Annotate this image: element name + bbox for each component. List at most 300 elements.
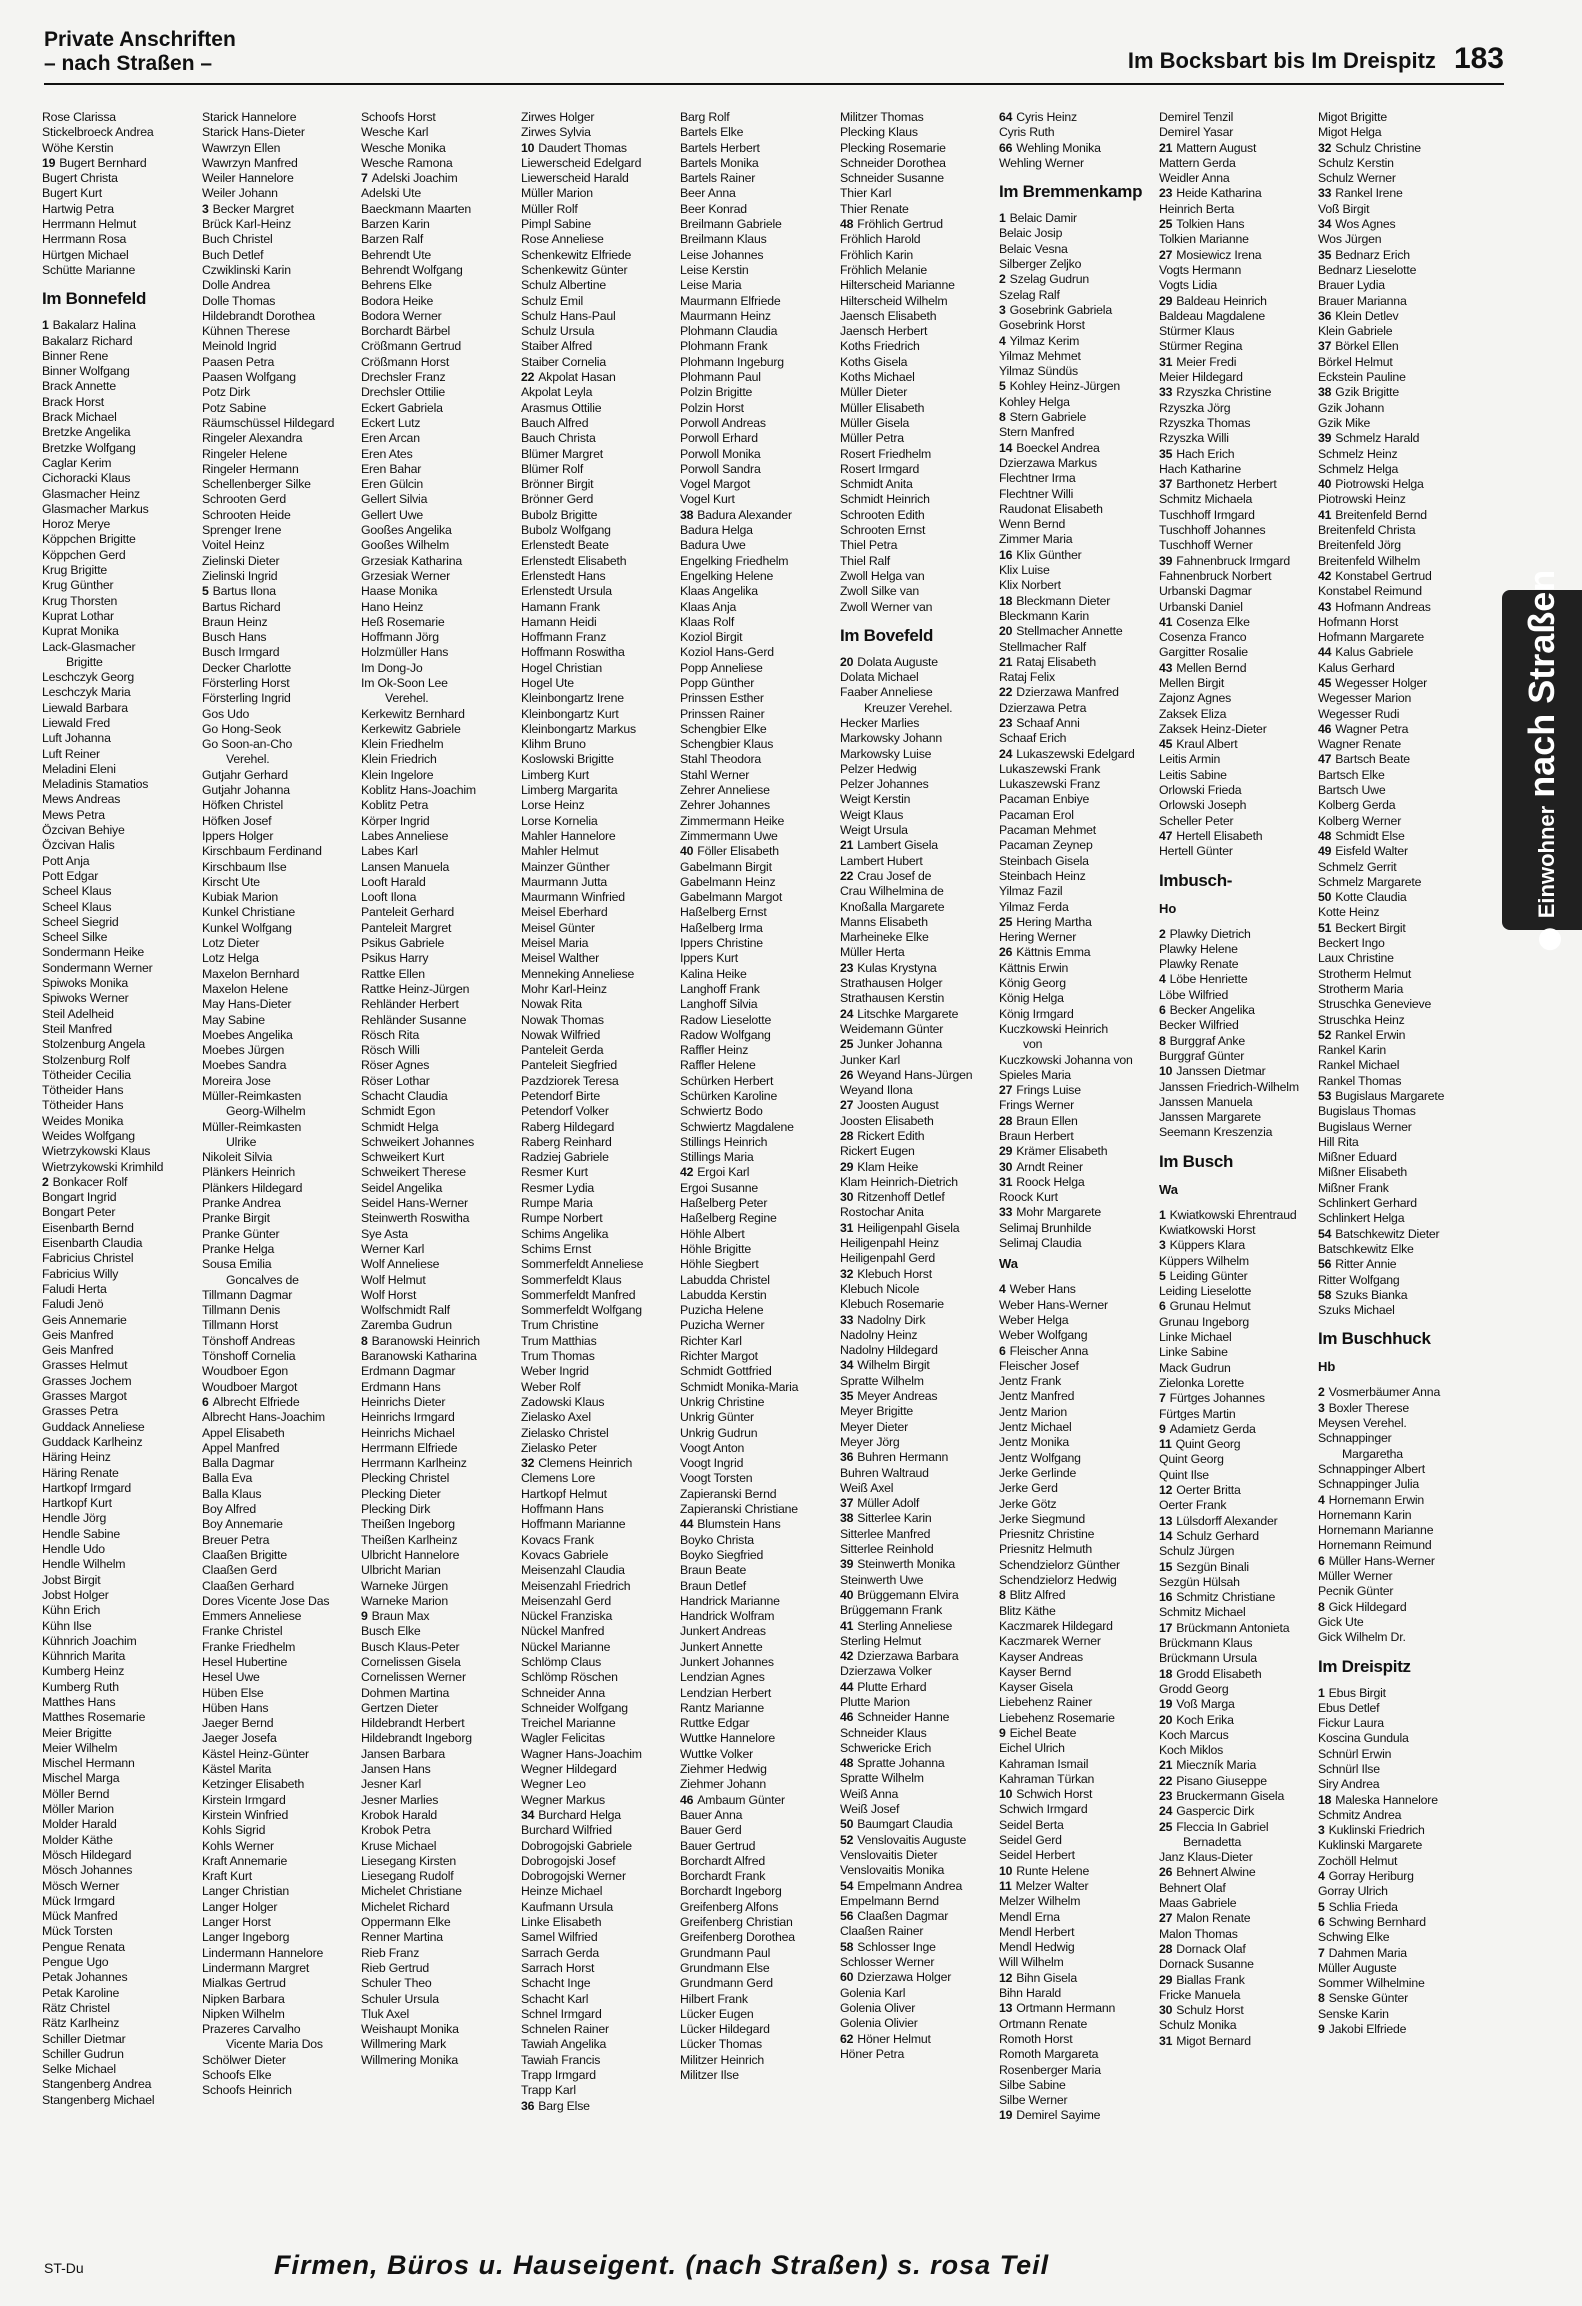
resident-name: Behrendt Ute	[361, 247, 432, 262]
resident-entry	[1318, 508, 1476, 523]
resident-entry	[840, 945, 998, 960]
resident-name: König Helga	[999, 991, 1064, 1006]
resident-entry	[1159, 1238, 1317, 1253]
resident-name: Yilmaz Sündüs	[999, 364, 1078, 379]
resident-name: Roock Kurt	[999, 1190, 1058, 1205]
resident-entry	[202, 1961, 360, 1976]
resident-name: Panteleit Margret	[361, 920, 452, 935]
resident-entry	[680, 1502, 838, 1517]
resident-name: Grodd Elisabeth	[1176, 1666, 1262, 1681]
resident-entry	[999, 487, 1157, 502]
resident-name: Oerter Britta	[1176, 1483, 1241, 1498]
resident-entry	[202, 2007, 360, 2022]
resident-entry	[999, 364, 1157, 379]
resident-name: Klaas Rolf	[680, 614, 735, 629]
resident-entry	[1318, 125, 1476, 140]
resident-entry	[1318, 1600, 1476, 1615]
resident-name: Erdmann Dagmar	[361, 1364, 456, 1379]
resident-name: Klebuch Horst	[857, 1266, 932, 1281]
resident-entry	[42, 1955, 200, 1970]
resident-name: Richter Margot	[680, 1349, 758, 1364]
resident-entry	[1318, 186, 1476, 201]
resident-entry	[999, 884, 1157, 899]
resident-entry	[361, 1533, 519, 1548]
house-number: 36	[840, 1450, 854, 1465]
resident-name: Hach Katharine	[1159, 461, 1241, 476]
resident-name: Dobrogojski Werner	[521, 1869, 626, 1884]
resident-name: Linke Elisabeth	[521, 1915, 602, 1930]
resident-name: Ulbricht Marian	[361, 1563, 441, 1578]
resident-name: Szelag Ralf	[999, 287, 1060, 302]
resident-name: Porwoll Erhard	[680, 431, 758, 446]
resident-name: Mendl Erna	[999, 1909, 1060, 1924]
resident-entry	[42, 1190, 200, 1205]
resident-entry	[1159, 707, 1317, 722]
house-number: 52	[840, 1832, 854, 1847]
house-number: 48	[840, 217, 854, 232]
resident-name: Fahnenbruck Irmgard	[1176, 553, 1291, 568]
resident-name: Unkrig Christine	[680, 1394, 765, 1409]
resident-name: Fürtges Johannes	[1169, 1391, 1265, 1406]
resident-entry	[999, 1558, 1157, 1573]
resident-name: Bodora Heike	[361, 293, 434, 308]
resident-entry	[202, 431, 360, 446]
resident-entry	[361, 125, 519, 140]
resident-name: Langhoff Frank	[680, 981, 760, 996]
resident-entry	[42, 471, 200, 486]
resident-entry	[202, 661, 360, 676]
resident-entry	[202, 890, 360, 905]
resident-entry	[1318, 1884, 1476, 1899]
house-number: 40	[680, 844, 694, 859]
resident-entry	[202, 339, 360, 354]
house-number: 25	[1159, 1819, 1173, 1834]
resident-entry	[202, 905, 360, 920]
resident-name: Schlinkert Helga	[1318, 1211, 1405, 1226]
resident-name: Müller Auguste	[1318, 1960, 1397, 1975]
resident-entry	[1318, 1584, 1476, 1599]
resident-name: Meier Wilhelm	[42, 1740, 118, 1755]
resident-entry	[361, 1915, 519, 1930]
resident-name: Kayser Andreas	[999, 1649, 1084, 1664]
resident-entry	[521, 905, 679, 920]
resident-entry	[521, 1273, 679, 1288]
resident-entry	[202, 676, 360, 691]
resident-entry	[42, 1726, 200, 1741]
resident-name: Wuttke Hannelore	[680, 1731, 776, 1746]
resident-name: Sarrach Horst	[521, 1960, 595, 1975]
house-number: 36	[521, 2098, 535, 2113]
resident-entry	[680, 584, 838, 599]
resident-name: Schnelen Rainer	[521, 2022, 609, 2037]
resident-entry	[202, 1686, 360, 1701]
resident-name: Kunkel Wolfgang	[202, 920, 292, 935]
resident-entry	[840, 762, 998, 777]
resident-name: Küppers Klara	[1169, 1238, 1245, 1253]
resident-entry	[999, 1802, 1157, 1817]
resident-entry	[361, 936, 519, 951]
resident-entry	[521, 2068, 679, 2083]
resident-name: Gooßes Wilhelm	[361, 538, 450, 553]
resident-entry	[521, 768, 679, 783]
resident-name: Pengue Ugo	[42, 1955, 109, 1970]
resident-entry	[361, 630, 519, 645]
resident-name: Popp Günther	[680, 675, 755, 690]
resident-name: Schendzielorz Hedwig	[999, 1573, 1117, 1588]
resident-name: Barzen Karin	[361, 217, 430, 232]
resident-entry	[1318, 1089, 1476, 1104]
resident-name: Piotrowski Heinz	[1318, 492, 1406, 507]
resident-entry	[680, 1731, 838, 1746]
resident-name: Senske Günter	[1328, 1991, 1409, 2006]
resident-name: Leise Kerstin	[680, 262, 749, 277]
resident-name: Jakobi Elfriede	[1328, 2022, 1407, 2037]
resident-entry	[1318, 1747, 1476, 1762]
resident-name: Mahler Hannelore	[521, 828, 616, 843]
resident-name: Weishaupt Monika	[361, 2022, 459, 2037]
resident-name: Raffler Heinz	[680, 1043, 749, 1058]
resident-entry	[521, 324, 679, 339]
resident-name: Krug Thorsten	[42, 593, 118, 608]
resident-name: Brückmann Ursula	[1159, 1651, 1257, 1666]
resident-name: Kättnis Emma	[1016, 945, 1091, 960]
resident-name: Dolata Auguste	[857, 654, 938, 669]
resident-entry	[840, 1481, 998, 1496]
resident-name: Werner Karl	[361, 1241, 425, 1256]
resident-entry	[680, 737, 838, 752]
resident-name: Borchardt Alfred	[680, 1853, 765, 1868]
resident-entry	[999, 823, 1157, 838]
resident-entry	[202, 1609, 360, 1624]
resident-name: Go Soon-an-Cho	[202, 737, 293, 752]
resident-entry	[361, 1777, 519, 1792]
resident-entry	[521, 1869, 679, 1884]
resident-entry	[1159, 401, 1317, 416]
house-number: 41	[1159, 614, 1173, 629]
resident-name: Liesegang Kirsten	[361, 1853, 457, 1868]
resident-entry	[1318, 141, 1476, 156]
resident-entry	[999, 854, 1157, 869]
house-number: 10	[999, 1787, 1013, 1802]
resident-entry	[1318, 1915, 1476, 1930]
resident-entry	[1318, 1211, 1476, 1226]
resident-name: Barthonetz Herbert	[1176, 477, 1277, 492]
resident-entry	[840, 701, 998, 716]
resident-name: Baumgart Claudia	[857, 1817, 953, 1832]
resident-name: Steil Adelheid	[42, 1006, 114, 1021]
resident-entry	[999, 2063, 1157, 2078]
house-number: 18	[1159, 1666, 1173, 1681]
resident-entry	[840, 1771, 998, 1786]
resident-name: Kraul Albert	[1176, 737, 1238, 752]
resident-entry	[1159, 156, 1317, 171]
resident-name: Kreuzer Verehel.	[864, 700, 953, 715]
resident-entry	[1318, 1477, 1476, 1492]
resident-entry	[999, 1205, 1157, 1220]
resident-name: Hilterscheid Wilhelm	[840, 293, 948, 308]
resident-name: Grasses Helmut	[42, 1358, 128, 1373]
resident-name: Weiler Johann	[202, 186, 278, 201]
resident-name: Flechtner Willi	[999, 486, 1074, 501]
resident-entry	[1159, 1636, 1317, 1651]
resident-entry	[361, 722, 519, 737]
district-code: Ho	[1159, 900, 1177, 916]
resident-name: Baranowski Katharina	[361, 1349, 477, 1364]
resident-entry	[1159, 1789, 1317, 1804]
resident-name: Höhle Brigitte	[680, 1241, 752, 1256]
resident-entry	[1318, 645, 1476, 660]
resident-entry	[42, 624, 200, 639]
resident-entry	[521, 1976, 679, 1991]
resident-entry	[521, 339, 679, 354]
resident-entry	[680, 1992, 838, 2007]
resident-name: Zajonz Agnes	[1159, 691, 1232, 706]
resident-entry	[361, 1640, 519, 1655]
resident-entry	[202, 737, 360, 752]
house-number: 20	[999, 624, 1013, 639]
resident-name: Moebes Jürgen	[202, 1043, 285, 1058]
resident-entry	[840, 1144, 998, 1159]
resident-name: Weiler Hannelore	[202, 171, 294, 186]
resident-entry	[680, 844, 838, 859]
resident-entry	[361, 462, 519, 477]
resident-entry	[361, 1594, 519, 1609]
resident-entry	[202, 1793, 360, 1808]
resident-name: Maurmann Jutta	[521, 874, 608, 889]
resident-name: Jobst Birgit	[42, 1572, 101, 1587]
resident-entry	[521, 1731, 679, 1746]
resident-entry	[999, 961, 1157, 976]
resident-name: Kotte Claudia	[1335, 890, 1407, 905]
house-number: 34	[1318, 217, 1332, 232]
resident-entry	[999, 1604, 1157, 1619]
resident-entry	[521, 202, 679, 217]
resident-entry	[999, 1068, 1157, 1083]
resident-name: Bartsch Uwe	[1318, 783, 1386, 798]
resident-name: Plecking Klaus	[840, 125, 918, 140]
resident-name: Bauch Alfred	[521, 415, 589, 430]
resident-entry	[680, 1257, 838, 1272]
resident-name: Boyko Siegfried	[680, 1547, 764, 1562]
resident-entry	[521, 1242, 679, 1257]
resident-name: Faaber Anneliese	[840, 685, 933, 700]
resident-entry	[361, 1900, 519, 1915]
house-number: 43	[1318, 599, 1332, 614]
resident-entry	[840, 1083, 998, 1098]
house-number: 6	[1318, 1914, 1325, 1929]
resident-name: Spratte Johanna	[857, 1756, 945, 1771]
resident-name: Ruttke Edgar	[680, 1716, 750, 1731]
house-number: 54	[840, 1878, 854, 1893]
resident-name: Müller Elisabeth	[840, 400, 925, 415]
resident-name: Gutjahr Johanna	[202, 783, 290, 798]
resident-entry	[840, 1037, 998, 1052]
resident-name: Venslovaitis Dieter	[840, 1847, 938, 1862]
resident-name: Radow Wolfgang	[680, 1027, 771, 1042]
resident-name: Kovacs Frank	[521, 1532, 594, 1547]
resident-entry	[42, 141, 200, 156]
resident-name: Klix Günther	[1016, 547, 1082, 562]
resident-name: Spratte Wilhelm	[840, 1771, 924, 1786]
resident-name: Moreira Jose	[202, 1073, 271, 1088]
house-number: 40	[840, 1587, 854, 1602]
house-number: 46	[680, 1792, 694, 1807]
resident-entry	[840, 747, 998, 762]
resident-entry	[840, 600, 998, 615]
resident-entry	[999, 1466, 1157, 1481]
resident-name: Grzesiak Katharina	[361, 553, 462, 568]
resident-name: Markowsky Luise	[840, 746, 932, 761]
resident-entry	[999, 441, 1157, 456]
resident-entry	[521, 982, 679, 997]
resident-name: Kohls Werner	[202, 1838, 274, 1853]
resident-name: Scheel Klaus	[42, 884, 112, 899]
resident-entry	[361, 814, 519, 829]
resident-entry	[521, 1196, 679, 1211]
resident-entry	[202, 691, 360, 706]
resident-entry	[1159, 927, 1317, 942]
house-number: 26	[1159, 1865, 1173, 1880]
directory-column	[521, 110, 679, 2114]
resident-name: Geis Annemarie	[42, 1312, 127, 1327]
resident-entry	[1159, 1804, 1317, 1819]
resident-entry	[840, 1420, 998, 1435]
resident-entry	[1159, 125, 1317, 140]
resident-name: Zaremba Gudrun	[361, 1318, 452, 1333]
resident-name: Kumberg Ruth	[42, 1679, 119, 1694]
resident-entry	[42, 578, 200, 593]
resident-entry	[999, 747, 1157, 762]
resident-entry	[680, 1854, 838, 1869]
resident-entry	[202, 1992, 360, 2007]
resident-name: Krobok Petra	[361, 1823, 431, 1838]
resident-entry	[42, 838, 200, 853]
resident-entry	[680, 1227, 838, 1242]
resident-name: Nückel Marianne	[521, 1639, 611, 1654]
resident-name: Eren Gülcin	[361, 477, 424, 492]
resident-name: Weides Monika	[42, 1113, 124, 1128]
resident-name: Hecker Marlies	[840, 715, 920, 730]
resident-name: Clemens Lore	[521, 1471, 596, 1486]
resident-entry	[999, 125, 1157, 140]
resident-name: Hesel Uwe	[202, 1670, 260, 1685]
resident-entry	[840, 1695, 998, 1710]
resident-entry	[1318, 1196, 1476, 1211]
resident-entry	[1159, 462, 1317, 477]
resident-name: Sommerfeldt Anneliese	[521, 1257, 644, 1272]
resident-entry	[999, 1986, 1157, 2001]
resident-name: Strotherm Maria	[1318, 981, 1404, 996]
resident-name: Mews Andreas	[42, 792, 121, 807]
resident-name: Ippers Holger	[202, 828, 274, 843]
resident-name: Pacaman Mehmet	[999, 823, 1096, 838]
resident-entry	[999, 1037, 1157, 1052]
resident-entry	[1318, 798, 1476, 813]
resident-entry	[521, 141, 679, 156]
resident-name: Jentz Michael	[999, 1420, 1072, 1435]
house-number: 2	[999, 272, 1006, 287]
resident-name: Theißen Ingeborg	[361, 1517, 455, 1532]
resident-name: Braun Detlef	[680, 1578, 746, 1593]
resident-name: Vogel Kurt	[680, 492, 735, 507]
resident-name: Tötheider Hans	[42, 1098, 124, 1113]
resident-name: Kuczkowski Heinrich	[999, 1021, 1108, 1036]
resident-entry	[680, 1946, 838, 1961]
resident-entry	[840, 1129, 998, 1144]
resident-entry	[999, 425, 1157, 440]
resident-name: Höhle Albert	[680, 1226, 745, 1241]
resident-entry	[521, 630, 679, 645]
resident-name: Pott Anja	[42, 853, 90, 868]
resident-entry	[840, 1022, 998, 1037]
resident-name: Kühnen Therese	[202, 324, 290, 339]
resident-name: Klaas Angelika	[680, 584, 758, 599]
resident-name: Bartsch Beate	[1335, 752, 1410, 767]
resident-entry	[680, 339, 838, 354]
resident-entry	[521, 1410, 679, 1425]
resident-name: Klein Ingelore	[361, 767, 434, 782]
resident-name: Wilhelm Birgit	[857, 1358, 930, 1373]
resident-name: Hildebrandt Herbert	[361, 1716, 465, 1731]
resident-entry	[202, 1701, 360, 1716]
resident-name: Rostochar Anita	[840, 1205, 924, 1220]
resident-entry	[521, 477, 679, 492]
resident-name: Meisel Maria	[521, 936, 589, 951]
resident-entry	[202, 1364, 360, 1379]
resident-name: Sommerfeldt Klaus	[521, 1272, 622, 1287]
resident-entry	[42, 930, 200, 945]
resident-name: Schnappinger Julia	[1318, 1477, 1419, 1492]
resident-name: Wolf Horst	[361, 1287, 417, 1302]
resident-name: Klam Heike	[857, 1159, 919, 1174]
resident-name: Tuschhoff Werner	[1159, 538, 1253, 553]
resident-entry	[521, 967, 679, 982]
resident-name: Stolzenburg Angela	[42, 1037, 146, 1052]
house-number: 4	[1318, 1492, 1325, 1507]
resident-entry	[521, 508, 679, 523]
resident-name: Hogel Ute	[521, 675, 574, 690]
resident-entry	[521, 737, 679, 752]
resident-entry	[1318, 492, 1476, 507]
resident-entry	[1159, 1299, 1317, 1314]
resident-name: Guddack Karlheinz	[42, 1434, 143, 1449]
resident-name: Klebuch Nicole	[840, 1281, 920, 1296]
resident-name: Baranowski Heinrich	[371, 1333, 480, 1348]
resident-name: Goncalves de	[226, 1272, 299, 1287]
resident-name: Höfken Christel	[202, 798, 284, 813]
resident-entry	[42, 186, 200, 201]
resident-entry	[840, 569, 998, 584]
resident-entry	[521, 1181, 679, 1196]
resident-name: Hartkopf Kurt	[42, 1496, 112, 1511]
resident-name: Müller Dieter	[840, 385, 908, 400]
resident-entry	[840, 217, 998, 232]
resident-entry	[521, 1303, 679, 1318]
resident-entry	[680, 141, 838, 156]
resident-name: Zielinski Dieter	[202, 553, 280, 568]
resident-entry	[680, 798, 838, 813]
resident-entry	[1159, 1483, 1317, 1498]
resident-entry	[361, 707, 519, 722]
resident-name: Schwich Irmgard	[999, 1802, 1088, 1817]
resident-name: Jerke Gerlinde	[999, 1465, 1077, 1480]
resident-entry	[680, 1211, 838, 1226]
house-number: 31	[999, 1174, 1013, 1189]
resident-name: Tillmann Horst	[202, 1318, 279, 1333]
resident-name: Romoth Margareta	[999, 2047, 1099, 2062]
resident-entry	[361, 263, 519, 278]
resident-name: Haßelberg Regine	[680, 1211, 777, 1226]
